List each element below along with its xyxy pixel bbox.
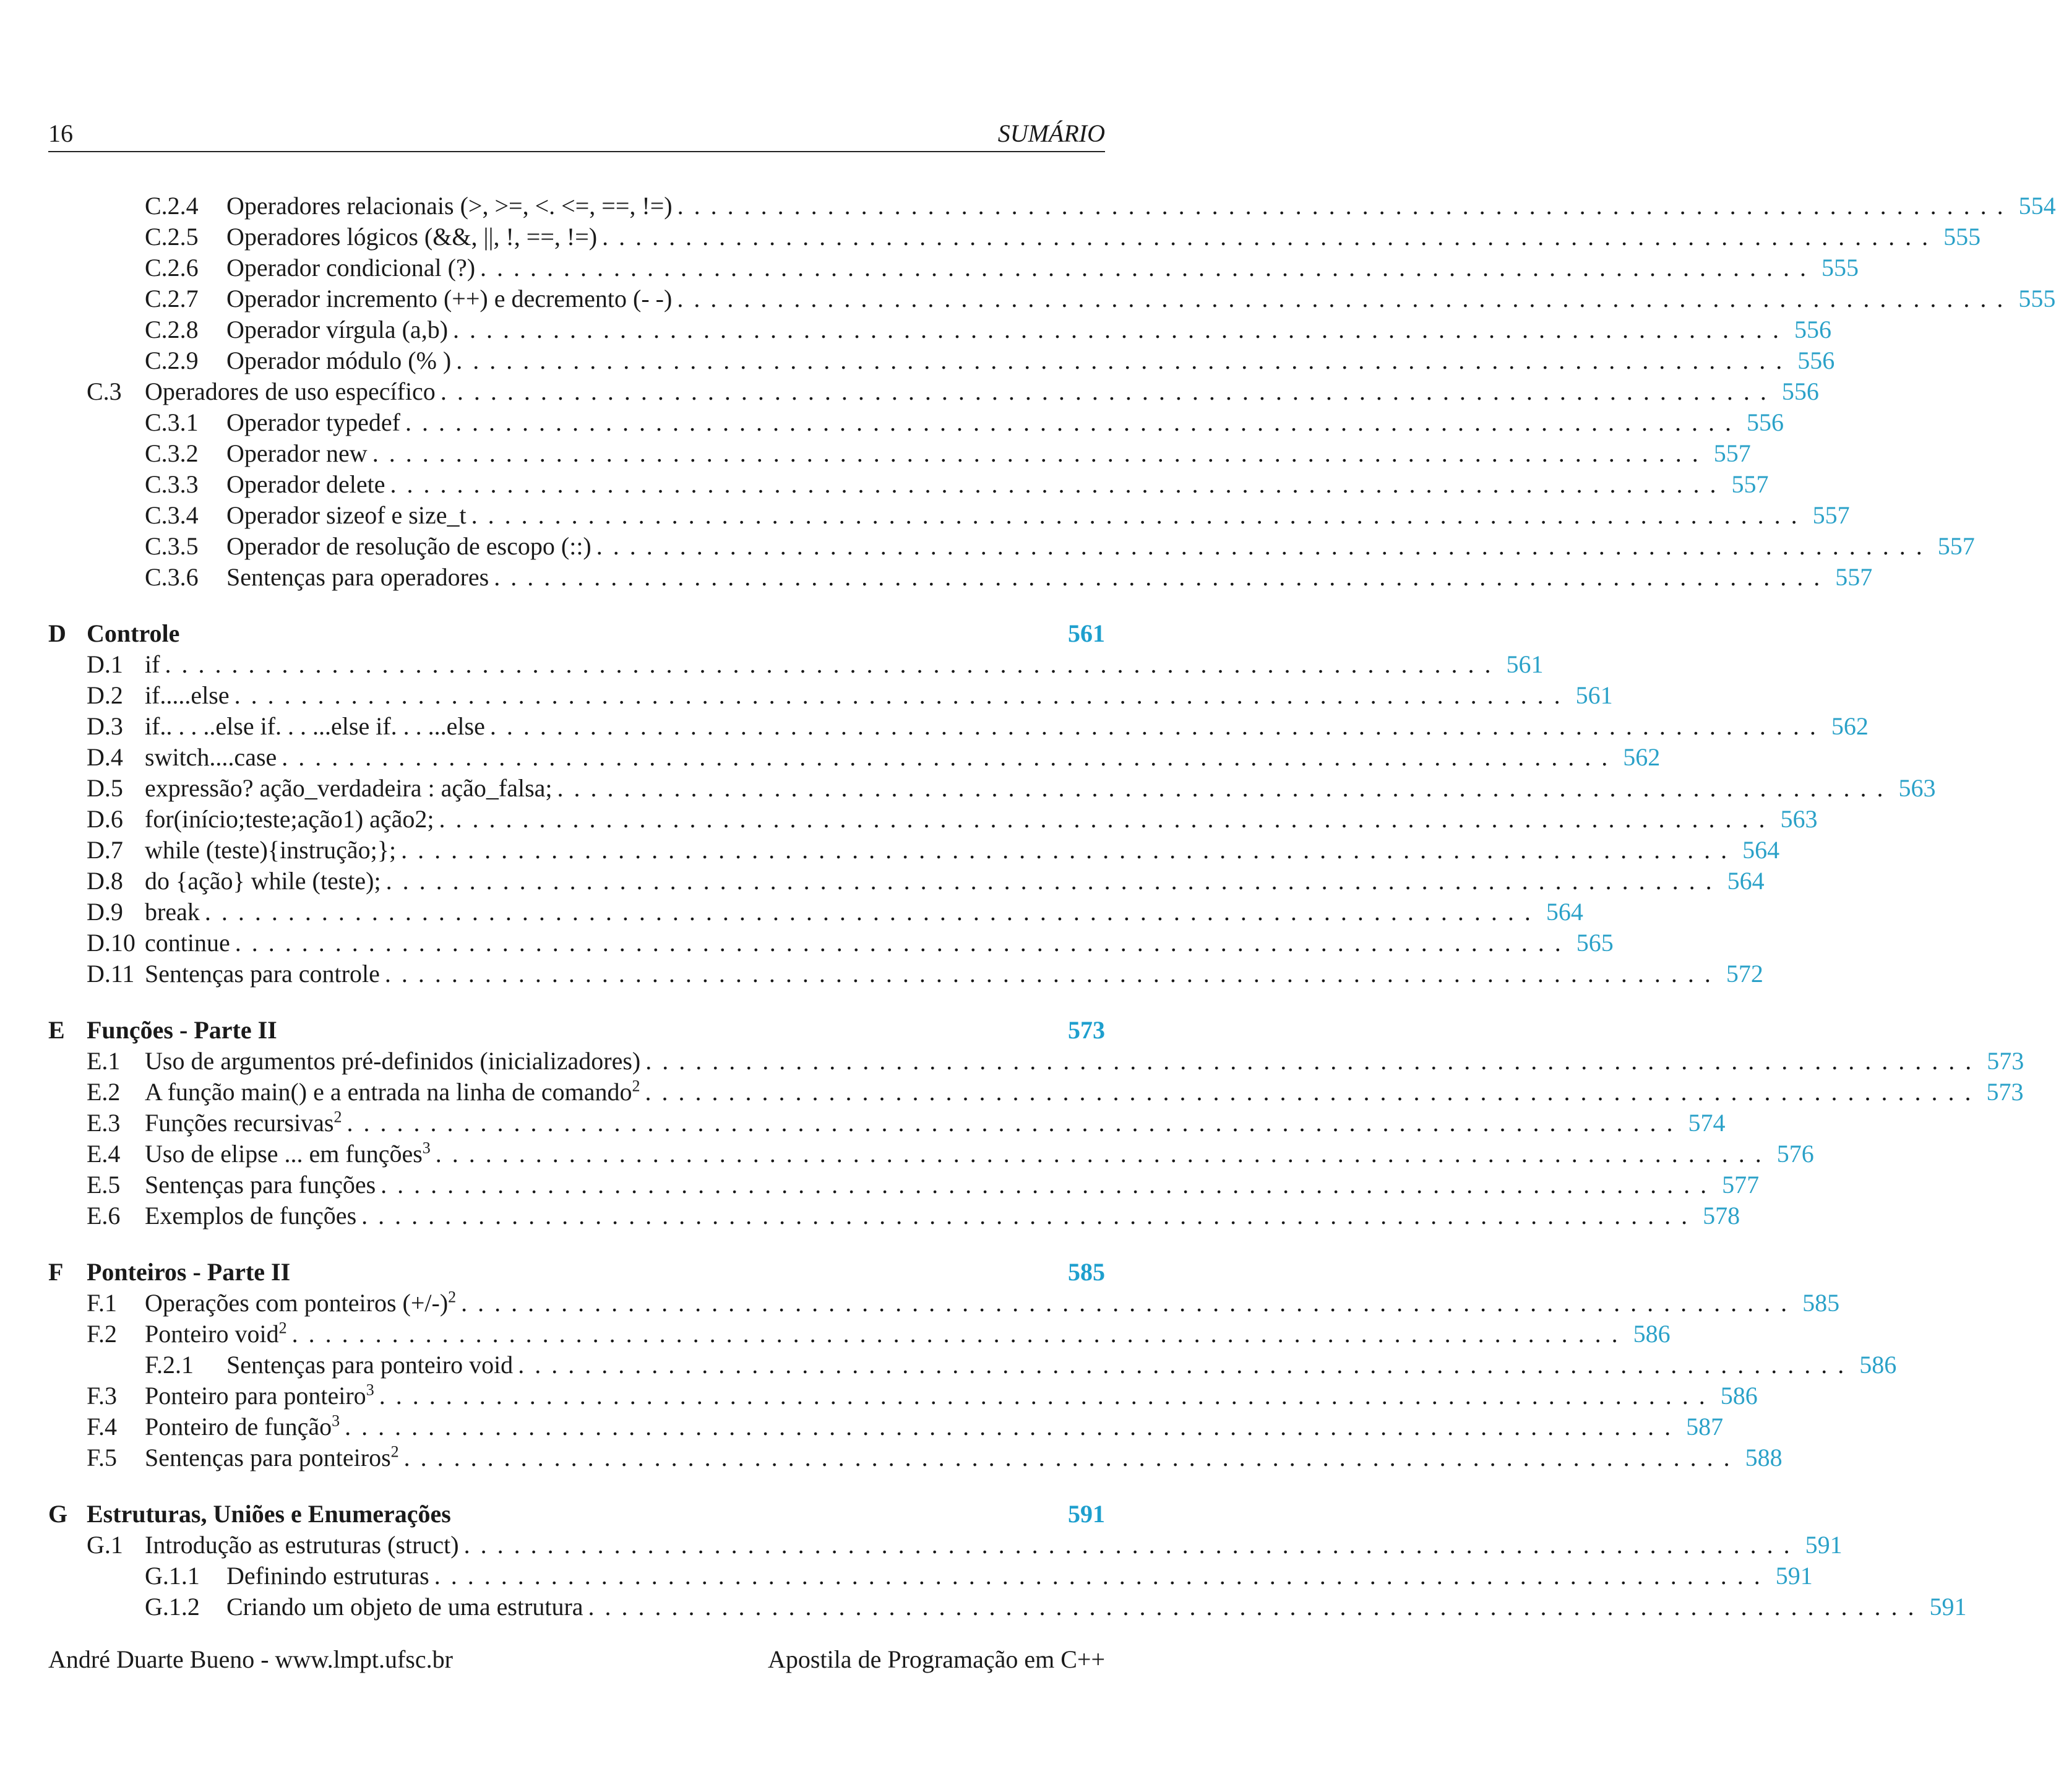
toc-entry-title-text: Sentenças para funções xyxy=(145,1171,376,1199)
toc-entry-number: D.3 xyxy=(87,712,123,740)
toc-entry[interactable] xyxy=(145,469,1769,500)
toc-entry[interactable] xyxy=(87,1442,1783,1473)
toc-entry[interactable] xyxy=(87,1288,1840,1319)
toc-page-link[interactable]: 556 xyxy=(1746,408,1784,436)
dot-leader: ................................................................................ xyxy=(381,1171,1718,1199)
toc-entry-number: F xyxy=(48,1258,64,1286)
toc-entry-title xyxy=(145,649,160,680)
toc-entry[interactable] xyxy=(87,958,1763,989)
dot-leader: ................................................................................ xyxy=(234,681,1571,709)
toc-chapter-entry[interactable] xyxy=(48,1015,1105,1046)
toc-entry-number: E.3 xyxy=(87,1109,121,1137)
toc-entry-title xyxy=(87,1499,451,1530)
toc-page-link[interactable]: 563 xyxy=(1780,805,1818,833)
toc-entry-title-text: Exemplos de funções xyxy=(145,1202,357,1230)
toc-entry-title xyxy=(145,1200,356,1231)
dot-leader: ................................................................................ xyxy=(471,501,1808,529)
dot-leader: ................................................................................ xyxy=(596,532,1933,560)
dot-leader: ................................................................................ xyxy=(440,377,1777,405)
toc-entry-title-text: Controle xyxy=(87,619,180,647)
toc-entry-number: F.1 xyxy=(87,1289,118,1317)
toc-entry[interactable] xyxy=(87,928,1614,958)
toc-entry-title-text: Sentenças para operadores xyxy=(226,563,489,591)
toc-entry-title-text: Uso de elipse ... em funções xyxy=(145,1140,423,1168)
toc-entry-number: D.9 xyxy=(87,898,123,926)
toc-entry-number: C.3.2 xyxy=(145,439,199,467)
toc-entry-number: F.2.1 xyxy=(145,1351,194,1379)
toc-entry[interactable] xyxy=(87,897,1583,928)
toc-entry-title xyxy=(226,407,400,438)
dot-leader: ................................................................................ xyxy=(453,316,1790,343)
dot-leader: ................................................................................ xyxy=(165,650,1502,678)
toc-entry-title xyxy=(226,1350,513,1381)
toc-page-link[interactable]: 562 xyxy=(1623,743,1661,771)
toc-page-link[interactable]: 573 xyxy=(1986,1078,2024,1106)
toc-page-link[interactable]: 557 xyxy=(1937,532,1975,560)
toc-entry-title xyxy=(145,1108,342,1139)
toc-page-link[interactable]: 572 xyxy=(1726,960,1763,988)
toc-entry-title-text: switch....case xyxy=(145,743,277,771)
toc-entry[interactable] xyxy=(87,1046,2024,1077)
toc-entry-title xyxy=(145,376,436,407)
dot-leader: ................................................................................ xyxy=(461,1289,1798,1317)
dot-leader: ................................................................................ xyxy=(456,347,1793,374)
toc-entry-number: E.5 xyxy=(87,1171,121,1199)
dot-leader: ................................................................................ xyxy=(434,1562,1771,1590)
toc-entry-title-text: Operador new xyxy=(226,439,368,467)
dot-leader: ................................................................................ xyxy=(677,285,2014,312)
toc-page-link[interactable]: 586 xyxy=(1859,1351,1897,1379)
toc-entry[interactable] xyxy=(87,804,1818,835)
toc-entry[interactable] xyxy=(145,1592,1967,1622)
toc-entry-title xyxy=(145,897,200,928)
toc-page-link[interactable]: 564 xyxy=(1742,836,1780,864)
toc-entry-title-text: Operador sizeof e size_t xyxy=(226,501,467,529)
toc-entry[interactable] xyxy=(87,1139,1814,1170)
dot-leader: ................................................................................ xyxy=(346,1109,1684,1137)
toc-entry-title-text: Sentenças para ponteiro void xyxy=(226,1351,514,1379)
toc-entry[interactable] xyxy=(87,835,1780,866)
toc-entry-title xyxy=(145,1139,431,1170)
toc-page-link[interactable]: 557 xyxy=(1835,563,1873,591)
toc-entry-title-text: Sentenças para controle xyxy=(145,960,380,988)
toc-entry-number: F.5 xyxy=(87,1444,118,1471)
toc-entry[interactable] xyxy=(145,531,1975,562)
footnote-marker: 2 xyxy=(632,1077,640,1095)
toc-entry-title-text: break xyxy=(145,898,200,926)
toc-entry-number: C.3.6 xyxy=(145,563,199,591)
dot-leader: ................................................................................ xyxy=(494,563,1831,591)
toc-entry-title-text: Operadores relacionais (>, >=, <. <=, ==, !=) xyxy=(226,192,673,220)
toc-page-link[interactable]: 556 xyxy=(1781,377,1819,405)
toc-entry-title-text: if xyxy=(145,650,160,678)
toc-page-link[interactable]: 565 xyxy=(1576,929,1614,957)
toc-page-link[interactable]: 574 xyxy=(1688,1109,1726,1137)
toc-entry-title-text: Operador de resolução de escopo (::) xyxy=(226,532,591,560)
toc-entry-title xyxy=(145,958,380,989)
toc-entry-title xyxy=(226,500,467,531)
toc-entry-number: E.4 xyxy=(87,1140,121,1168)
toc-entry[interactable] xyxy=(87,680,1613,711)
toc-entry-number: C.3 xyxy=(87,377,122,405)
toc-entry-number: D.6 xyxy=(87,805,123,833)
toc-page-link[interactable]: 556 xyxy=(1794,316,1832,343)
toc-page-link[interactable]: 554 xyxy=(2018,192,2056,220)
dot-leader: ................................................................................ xyxy=(379,1382,1716,1410)
toc-entry-title xyxy=(145,1319,287,1350)
toc-entry-title xyxy=(145,742,277,773)
dot-leader: ................................................................................ xyxy=(234,929,1572,957)
toc-entry[interactable] xyxy=(145,1561,1813,1592)
toc-entry-number: E.2 xyxy=(87,1078,121,1106)
toc-entry-number: C.2.5 xyxy=(145,223,199,251)
toc-entry-title xyxy=(226,191,673,222)
toc-page-link[interactable]: 555 xyxy=(1822,254,1859,282)
toc-entry-title xyxy=(145,804,434,835)
toc-entry[interactable] xyxy=(145,500,1850,531)
toc-entry[interactable] xyxy=(145,345,1835,376)
dot-leader: ................................................................................ xyxy=(282,743,1619,771)
toc-page-link[interactable]: 564 xyxy=(1727,867,1765,895)
toc-entry-title xyxy=(87,1257,290,1288)
toc-entry-title-text: continue xyxy=(145,929,230,957)
toc-page-link[interactable]: 578 xyxy=(1703,1202,1740,1230)
toc-entry-number: C.2.9 xyxy=(145,347,199,374)
toc-entry[interactable] xyxy=(87,1530,1843,1561)
toc-entry-number: D.2 xyxy=(87,681,123,709)
dot-leader: ................................................................................ xyxy=(557,774,1894,802)
toc-entry-title-text: Introdução as estruturas (struct) xyxy=(145,1531,459,1559)
toc-entry[interactable] xyxy=(145,283,2056,314)
toc-entry-title xyxy=(226,1592,583,1622)
toc-entry[interactable] xyxy=(145,222,1981,252)
footnote-marker: 3 xyxy=(366,1381,374,1399)
toc-entry-number: C.2.8 xyxy=(145,316,199,343)
toc-entry-title-text: Uso de argumentos pré-definidos (inicializadores) xyxy=(145,1047,641,1075)
toc-page-link[interactable]: 561 xyxy=(1575,681,1613,709)
toc-entry-number: G.1.1 xyxy=(145,1562,200,1590)
toc-entry[interactable] xyxy=(87,742,1661,773)
toc-page-link[interactable]: 555 xyxy=(2018,285,2056,312)
toc-entry-number: C.3.4 xyxy=(145,501,199,529)
footnote-marker: 2 xyxy=(448,1288,457,1306)
toc-entry-title-text: Operador delete xyxy=(226,470,385,498)
dot-leader: ................................................................................ xyxy=(361,1202,1698,1230)
toc-entry-title xyxy=(87,618,179,649)
toc-page-link[interactable]: 591 xyxy=(1068,1500,1105,1528)
toc-entry-number: D.8 xyxy=(87,867,123,895)
running-title: SUMÁRIO xyxy=(997,119,1105,147)
toc-entry-title-text: Funções - Parte II xyxy=(87,1016,277,1044)
toc-entry[interactable] xyxy=(145,407,1784,438)
toc-entry-number: D xyxy=(48,619,66,647)
toc-page-link[interactable]: 585 xyxy=(1802,1289,1840,1317)
toc-chapter-entry[interactable] xyxy=(48,618,1105,649)
toc-entry-title xyxy=(226,345,451,376)
toc-entry-title xyxy=(226,222,597,252)
toc-entry-title xyxy=(145,928,230,958)
toc-entry-title-text: Ponteiro para ponteiro xyxy=(145,1382,366,1410)
toc-entry[interactable] xyxy=(87,711,1869,742)
dot-leader: ................................................................................ xyxy=(480,254,1817,282)
toc-entry-number: F.3 xyxy=(87,1382,118,1410)
toc-entry-title-text: while (teste){instrução;}; xyxy=(145,836,397,864)
toc-entry-title-text: Operadores lógicos (&&, ||, !, ==, !=) xyxy=(226,223,598,251)
toc-entry-title-text: expressão? ação_verdadeira : ação_falsa; xyxy=(145,774,553,802)
toc-entry-title-text: for(início;teste;ação1) ação2; xyxy=(145,805,434,833)
toc-page-link[interactable]: 591 xyxy=(1805,1531,1843,1559)
dot-leader: ................................................................................ xyxy=(405,408,1742,436)
toc-entry-title xyxy=(145,1170,376,1200)
toc-page-link[interactable]: 576 xyxy=(1776,1140,1814,1168)
dot-leader: ................................................................................ xyxy=(645,1047,1982,1075)
toc-entry-title xyxy=(226,1561,429,1592)
dot-leader: ................................................................................ xyxy=(602,223,1939,251)
toc-page-link[interactable]: 585 xyxy=(1068,1258,1105,1286)
dot-leader: ................................................................................ xyxy=(345,1413,1682,1441)
toc-page-link[interactable]: 555 xyxy=(1943,223,1981,251)
toc-chapter-entry[interactable] xyxy=(48,1499,1105,1530)
toc-entry-title-text: do {ação} while (teste); xyxy=(145,867,381,895)
toc-entry-title xyxy=(145,1442,399,1473)
footer-author: André Duarte Bueno - www.lmpt.ufsc.br xyxy=(48,1645,453,1673)
toc-entry[interactable] xyxy=(87,1108,1726,1139)
toc-entry-title xyxy=(226,252,475,283)
toc-entry-number: C.2.4 xyxy=(145,192,199,220)
toc-entry-title xyxy=(226,562,489,593)
toc-entry[interactable] xyxy=(87,1200,1740,1231)
toc-entry-title-text: Operador typedef xyxy=(226,408,400,436)
toc-entry-title-text: Funções recursivas xyxy=(145,1109,334,1137)
toc-entry-number: D.7 xyxy=(87,836,123,864)
toc-entry-title-text: Operações com ponteiros (+/-) xyxy=(145,1289,449,1317)
toc-entry[interactable] xyxy=(145,314,1832,345)
footnote-marker: 2 xyxy=(390,1442,399,1461)
toc-entry-number: C.2.6 xyxy=(145,254,199,282)
toc-entry-title-text: Sentenças para ponteiros xyxy=(145,1444,391,1471)
dot-leader: ................................................................................ xyxy=(588,1593,1925,1621)
toc-entry[interactable] xyxy=(87,376,1819,407)
toc-entry-number: C.3.5 xyxy=(145,532,199,560)
toc-entry-number: E xyxy=(48,1016,65,1044)
toc-entry-title xyxy=(145,773,553,804)
toc-entry-number: D.11 xyxy=(87,960,135,988)
toc-page-link[interactable]: 586 xyxy=(1720,1382,1758,1410)
dot-leader: ................................................................................ xyxy=(518,1351,1855,1379)
toc-page-link[interactable]: 588 xyxy=(1745,1444,1783,1471)
toc-entry-number: E.6 xyxy=(87,1202,121,1230)
toc-entry-number: G.1.2 xyxy=(145,1593,200,1621)
toc-entry-title-text: A função main() e a entrada na linha de comando xyxy=(145,1078,632,1106)
toc-entry[interactable] xyxy=(87,1170,1760,1200)
toc-entry[interactable] xyxy=(87,1411,1724,1442)
toc-entry-title-text: if.....else xyxy=(145,681,230,709)
dot-leader: ................................................................................ xyxy=(677,192,2014,220)
toc-entry-number: C.3.3 xyxy=(145,470,199,498)
dot-leader: ................................................................................ xyxy=(401,836,1738,864)
toc-entry-number: F.2 xyxy=(87,1320,118,1348)
footnote-marker: 2 xyxy=(333,1108,342,1126)
toc-page-link[interactable]: 573 xyxy=(1068,1016,1105,1044)
toc-entry[interactable] xyxy=(145,562,1873,593)
toc-entry-title-text: Criando um objeto de uma estrutura xyxy=(226,1593,583,1621)
toc-entry-title-text: Operador vírgula (a,b) xyxy=(226,316,449,343)
toc-page-link[interactable]: 556 xyxy=(1797,347,1835,374)
toc-page-link[interactable]: 577 xyxy=(1722,1171,1760,1199)
toc-entry-number: D.1 xyxy=(87,650,123,678)
toc-page-link[interactable]: 573 xyxy=(1987,1047,2024,1075)
dot-leader: ................................................................................ xyxy=(489,712,1826,740)
toc-page-link[interactable]: 587 xyxy=(1686,1413,1724,1441)
toc-entry-number: F.4 xyxy=(87,1413,118,1441)
toc-page-link[interactable]: 561 xyxy=(1506,650,1544,678)
toc-entry[interactable] xyxy=(145,191,2056,222)
dot-leader: ................................................................................ xyxy=(390,470,1727,498)
toc-chapter-entry[interactable] xyxy=(48,1257,1105,1288)
toc-entry-title xyxy=(226,469,385,500)
toc-entry[interactable] xyxy=(145,438,1751,469)
toc-entry[interactable] xyxy=(87,866,1765,897)
toc-entry-number: D.10 xyxy=(87,929,135,957)
toc-page-link[interactable]: 561 xyxy=(1068,619,1105,647)
toc-entry-title-text: Operador incremento (++) e decremento (- -) xyxy=(226,285,673,312)
toc-entry-number: D.5 xyxy=(87,774,123,802)
toc-entry-title xyxy=(145,1288,456,1319)
dot-leader: ................................................................................ xyxy=(439,805,1776,833)
dot-leader: ................................................................................ xyxy=(291,1320,1628,1348)
toc-entry-title-text: Ponteiros - Parte II xyxy=(87,1258,291,1286)
toc-page-link[interactable]: 586 xyxy=(1633,1320,1671,1348)
footnote-marker: 2 xyxy=(278,1319,287,1337)
footnote-marker: 3 xyxy=(332,1411,340,1430)
toc-page-link[interactable]: 563 xyxy=(1898,774,1936,802)
toc-entry-title xyxy=(226,314,448,345)
toc-entry-title xyxy=(226,531,591,562)
toc-page-link[interactable]: 591 xyxy=(1775,1562,1813,1590)
dot-leader: ................................................................................ xyxy=(403,1444,1740,1471)
toc-entry-title-text: Ponteiro de função xyxy=(145,1413,332,1441)
page-number: 16 xyxy=(48,119,73,147)
toc-page-link[interactable]: 557 xyxy=(1812,501,1850,529)
toc-page-link[interactable]: 562 xyxy=(1831,712,1869,740)
toc-page-link[interactable]: 557 xyxy=(1731,470,1769,498)
toc-page-link[interactable]: 591 xyxy=(1929,1593,1967,1621)
toc-entry-title xyxy=(145,1046,640,1077)
dot-leader: ................................................................................ xyxy=(384,960,1721,988)
toc-entry[interactable] xyxy=(87,1319,1671,1350)
toc-entry-number: G.1 xyxy=(87,1531,123,1559)
dot-leader: ................................................................................ xyxy=(385,867,1723,895)
toc-entry[interactable] xyxy=(87,1381,1758,1411)
dot-leader: ................................................................................ xyxy=(645,1078,1982,1106)
toc-entry-number: D.4 xyxy=(87,743,123,771)
footnote-marker: 3 xyxy=(422,1139,431,1157)
toc-entry-title xyxy=(226,438,368,469)
footer-book-title: Apostila de Programação em C++ xyxy=(768,1645,1105,1673)
toc-entry[interactable] xyxy=(87,649,1544,680)
toc-entry-title xyxy=(145,711,485,742)
toc-entry-title xyxy=(226,283,672,314)
toc-entry-number: C.3.1 xyxy=(145,408,199,436)
toc-entry-number: E.1 xyxy=(87,1047,121,1075)
toc-entry-title xyxy=(145,1530,459,1561)
toc-page-link[interactable]: 564 xyxy=(1546,898,1583,926)
toc-page-link[interactable]: 557 xyxy=(1713,439,1751,467)
dot-leader: ................................................................................ xyxy=(372,439,1709,467)
toc-entry-title xyxy=(145,680,230,711)
toc-entry-number: G xyxy=(48,1500,68,1528)
toc-entry[interactable] xyxy=(87,1077,2024,1108)
toc-entry-title-text: Definindo estruturas xyxy=(226,1562,429,1590)
toc-entry-title-text: Ponteiro void xyxy=(145,1320,279,1348)
dot-leader: ................................................................................ xyxy=(463,1531,1800,1559)
toc-entry-title-text: Operador condicional (?) xyxy=(226,254,476,282)
toc-entry-title xyxy=(145,1381,374,1411)
toc-entry[interactable] xyxy=(87,773,1936,804)
toc-entry[interactable] xyxy=(145,252,1859,283)
toc-entry-title xyxy=(87,1015,277,1046)
toc-entry-title-text: Operadores de uso específico xyxy=(145,377,436,405)
toc-entry-title xyxy=(145,866,381,897)
toc-entry-title xyxy=(145,1411,340,1442)
toc-entry-title-text: Estruturas, Uniões e Enumerações xyxy=(87,1500,451,1528)
toc-entry-number: C.2.7 xyxy=(145,285,199,312)
toc-entry-title-text: Operador módulo (% ) xyxy=(226,347,452,374)
dot-leader: ................................................................................ xyxy=(204,898,1541,926)
toc-entry-title-text: if.. . . ..else if. . . ...else if. . . ...else xyxy=(145,712,485,740)
toc-entry-title xyxy=(145,835,396,866)
dot-leader: ................................................................................ xyxy=(435,1140,1772,1168)
toc-entry-title xyxy=(145,1077,640,1108)
toc-entry[interactable] xyxy=(145,1350,1897,1381)
